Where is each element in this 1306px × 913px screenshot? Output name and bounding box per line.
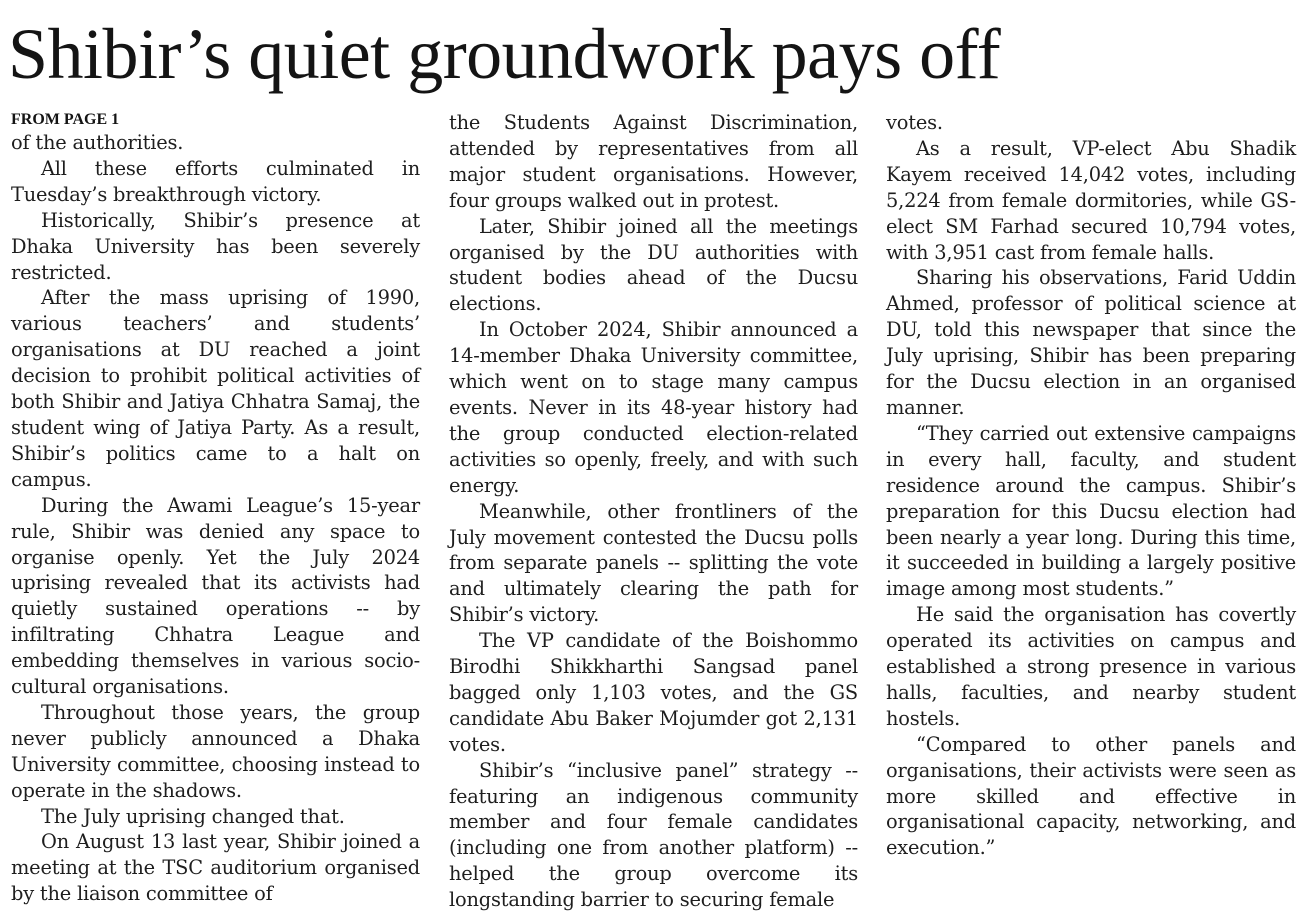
paragraph: On August 13 last year, Shibir joined a meeting at the TSC auditorium organised by the liaison committee of [11, 830, 420, 906]
continuation-kicker: FROM PAGE 1 [11, 111, 120, 128]
paragraph: During the Awami League’s 15-year rule, Shibir was denied any space to organise openly. Yet the July 2024 uprising revealed that its activists had quietly sustained operations -- by infiltrating Chhatra League and embedding themselves in various socio-cultural organisations. [11, 493, 420, 699]
paragraph: In October 2024, Shibir announced a 14-member Dhaka University committee, which went on to stage many campus events. Never in its 48-year history had the group conducted election-related activities so openly, freely, and with such energy. [449, 318, 858, 497]
paragraph: After the mass uprising of 1990, various teachers’ and students’ organisations at DU reached a joint decision to prohibit political activities of both Shibir and Jatiya Chhatra Samaj, the student wing of Jatiya Party. As a result, Shibir’s politics came to a halt on campus. [11, 286, 420, 491]
paragraph: “Compared to other panels and organisations, their activists were seen as more skilled and effective in organisational capacity, networking, and execution.” [886, 732, 1296, 860]
headline: Shibir’s quiet groundwork pays off [8, 14, 1001, 94]
paragraph: The VP candidate of the Boishommo Birodhi Shikkharthi Sangsad panel bagged only 1,103 votes, and the GS candidate Abu Baker Mojumder got 2,131 votes. [449, 629, 858, 756]
paragraph: votes. [886, 111, 943, 134]
paragraph: Throughout those years, the group never publicly announced a Dhaka University committee, choosing instead to operate in the shadows. [11, 700, 420, 802]
paragraph: The July uprising changed that. [41, 804, 345, 828]
paragraph: the Students Against Discrimination, attended by representatives from all major student organisations. However, four groups walked out in protest. [449, 111, 858, 212]
paragraph: Sharing his observations, Farid Uddin Ahmed, professor of political science at DU, told this newspaper that since the July uprising, Shibir has been preparing for the Ducsu election in an organised manner. [886, 266, 1296, 419]
paragraph: “They carried out extensive campaigns in every hall, faculty, and student residence around the campus. Shibir’s preparation for this Ducsu election had been nearly a year long. During this time, it succeeded in building a largely positive image among most students.” [886, 421, 1296, 601]
paragraph: He said the organisation has covertly operated its activities on campus and established a strong presence in various halls, faculties, and nearby student hostels. [886, 603, 1296, 730]
paragraph: Later, Shibir joined all the meetings organised by the DU authorities with student bodies ahead of the Ducsu elections. [449, 214, 858, 316]
paragraph: Historically, Shibir’s presence at Dhaka University has been severely restricted. [11, 208, 420, 284]
paragraph: Shibir’s “inclusive panel” strategy -- featuring an indigenous community member and four female candidates (including one from another platform) -- helped the group overcome its longstanding barrier to securing female [449, 758, 858, 912]
paragraph: As a result, VP-elect Abu Shadik Kayem received 14,042 votes, including 5,224 from female dormitories, while GS-elect SM Farhad secured 10,794 votes, with 3,951 cast from female halls. [886, 136, 1296, 264]
paragraph: of the authorities. [11, 131, 184, 154]
article-column-1 [11, 110, 420, 907]
paragraph: All these efforts culminated in Tuesday’s breakthrough victory. [11, 156, 420, 206]
article-column-3 [886, 110, 1296, 861]
paragraph: Meanwhile, other frontliners of the July movement contested the Ducsu polls from separate panels -- splitting the vote and ultimately clearing the path for Shibir’s victory. [449, 499, 858, 627]
article-column-2 [449, 110, 858, 913]
